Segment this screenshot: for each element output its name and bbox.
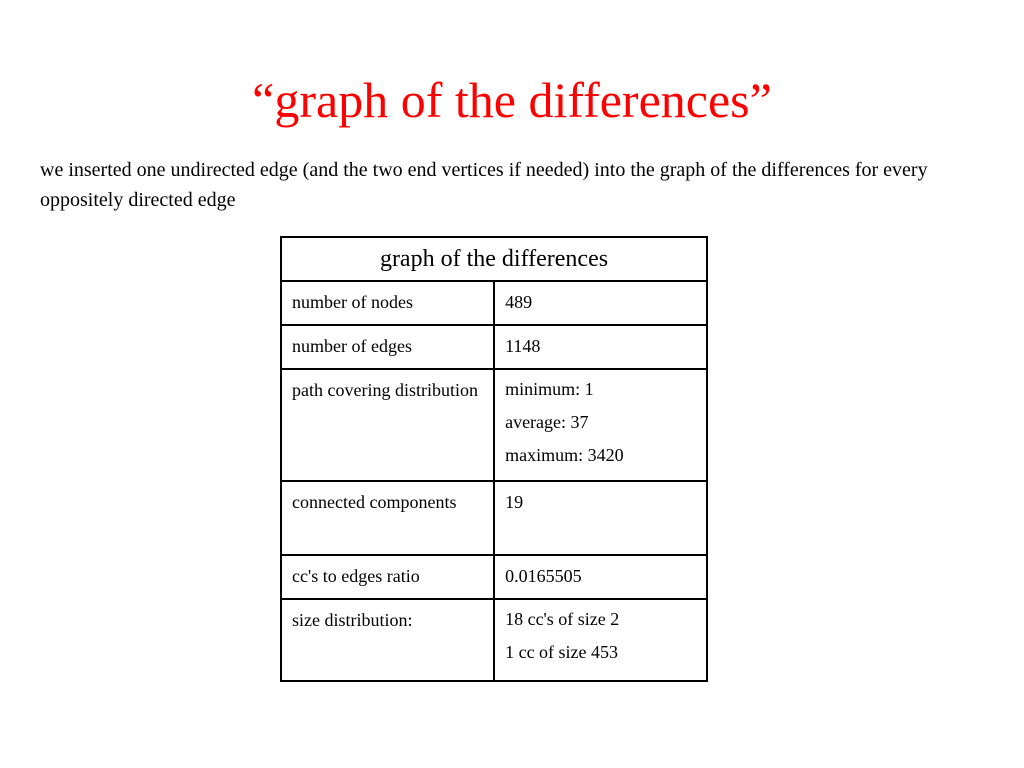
stats-table <box>280 236 708 682</box>
row-value: 1148 <box>494 325 707 369</box>
row-value-line: 18 cc's of size 2 <box>505 609 620 629</box>
intro-text: we inserted one undirected edge (and the two end vertices if needed) into the graph of the differences for every oppositely directed edge <box>40 159 928 211</box>
table-header-row <box>281 237 707 281</box>
row-value-line: 1 cc of size 453 <box>505 642 619 662</box>
table-row <box>281 481 707 555</box>
row-label: path covering distribution <box>281 369 494 481</box>
row-value: 0.0165505 <box>494 555 707 599</box>
row-label: number of nodes <box>281 281 494 325</box>
row-label: cc's to edges ratio <box>281 555 494 599</box>
table-row <box>281 369 707 481</box>
table-row <box>281 599 707 681</box>
table-row <box>281 555 707 599</box>
table-row <box>281 325 707 369</box>
row-label: connected components <box>281 481 494 555</box>
row-value-stack <box>494 369 707 481</box>
table-row <box>281 281 707 325</box>
row-value-line: maximum: 3420 <box>505 445 624 465</box>
slide-title: “graph of the differences” <box>252 72 772 128</box>
row-value-line: minimum: 1 <box>505 379 594 399</box>
row-value-line: average: 37 <box>505 412 589 432</box>
row-label: number of edges <box>281 325 494 369</box>
table-header: graph of the differences <box>281 237 707 281</box>
row-value: 19 <box>494 481 707 555</box>
row-label: size distribution: <box>281 599 494 681</box>
row-value: 489 <box>494 281 707 325</box>
row-value-stack <box>494 599 707 681</box>
